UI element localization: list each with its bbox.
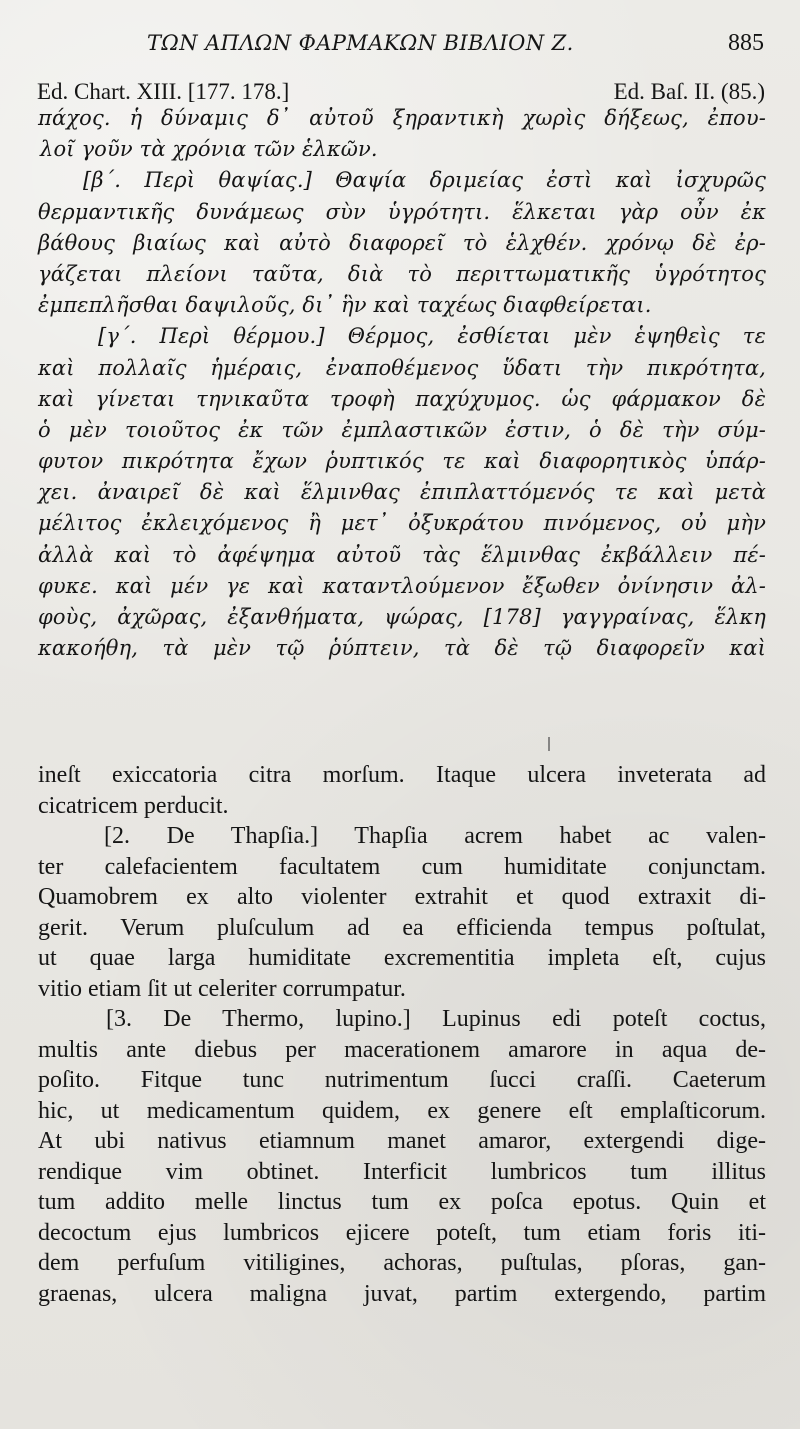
edition-reference-left: Ed. Chart. XIII. [177. 178.] bbox=[37, 79, 290, 104]
latin-text-line: multis ante diebus per macerationem amarore in aqua de- bbox=[38, 1036, 766, 1063]
latin-text-line: graenas, ulcera maligna juvat, partim extergendo, partim bbox=[38, 1280, 766, 1307]
greek-text-line: φοὺς, ἀχῶρας, ἐξανθήματα, ψώρας, [178] γαγγραίνας, ἕλκη bbox=[38, 605, 766, 629]
greek-text-line: πάχος. ἡ δύναμις δ᾽ αὐτοῦ ξηραντικὴ χωρὶς δήξεως, ἐπου- bbox=[38, 106, 766, 130]
latin-text-line: ineſt exiccatoria citra morſum. Itaque ulcera inveterata ad bbox=[38, 762, 766, 788]
column-divider-mark bbox=[548, 737, 550, 751]
greek-text-block bbox=[38, 103, 766, 664]
greek-text-line: θερμαντικῆς δυνάμεως σὺν ὑγρότητι. ἕλκεται γὰρ οὖν ἐκ bbox=[38, 199, 766, 224]
running-head-title: ΤΩΝ ΑΠΛΩΝ ΦΑΡΜΑΚΩΝ ΒΙΒΛΙΟΝ Ζ. bbox=[147, 31, 574, 55]
latin-text-line: Quamobrem ex alto violenter extrahit et quod extraxit di- bbox=[38, 884, 766, 910]
latin-text-line: At ubi nativus etiamnum manet amaror, extergendi dige- bbox=[38, 1128, 766, 1154]
greek-text-line: μέλιτος ἐκλειχόμενος ἢ μετ᾽ ὀξυκράτου πινόμενος, οὐ μὴν bbox=[38, 511, 766, 536]
latin-text-line: tum addito melle linctus tum ex poſca epotus. Quin et bbox=[38, 1189, 766, 1215]
greek-text-line: φυκε. καὶ μέν γε καὶ καταντλούμενον ἔξωθεν ὀνίνησιν ἀλ- bbox=[38, 573, 766, 598]
greek-text-line: καὶ πολλαῖς ἡμέραις, ἐναποθέμενος ὕδατι τὴν πικρότητα, bbox=[38, 355, 766, 380]
greek-text-line: κακοήθη, τὰ μὲν τῷ ῥύπτειν, τὰ δὲ τῷ διαφορεῖν καὶ bbox=[38, 636, 766, 661]
greek-text-line: [β´. Περὶ θαψίας.] Θαψία δριμείας ἐστὶ καὶ ἰσχυρῶς bbox=[83, 168, 766, 193]
page-number: 885 bbox=[728, 30, 764, 56]
greek-text-line: ὁ μὲν τοιοῦτος ἐκ τῶν ἐμπλαστικῶν ἐστιν, ὁ δὲ τὴν σύμ- bbox=[38, 417, 766, 442]
latin-text-line: cicatricem perducit. bbox=[38, 792, 229, 819]
edition-references bbox=[37, 79, 765, 105]
latin-text-line: vitio etiam ſit ut celeriter corrumpatur. bbox=[38, 975, 406, 1002]
latin-text-line: rendique vim obtinet. Interficit lumbricos tum illitus bbox=[38, 1158, 766, 1185]
latin-text-line: [3. De Thermo, lupino.] Lupinus edi poteſt coctus, bbox=[106, 1006, 766, 1032]
latin-text-line: decoctum ejus lumbricos ejicere poteſt, tum etiam foris iti- bbox=[38, 1219, 766, 1246]
greek-text-line: λοῖ γοῦν τὰ χρόνια τῶν ἑλκῶν. bbox=[40, 137, 378, 162]
latin-text-line: poſito. Fitque tunc nutrimentum ſucci craſſi. Caeterum bbox=[38, 1067, 766, 1093]
latin-text-line: ter calefacientem facultatem cum humiditate conjunctam. bbox=[38, 853, 766, 880]
greek-text-line: καὶ γίνεται τηνικαῦτα τροφὴ παχύχυμος. ὡς φάρμακον δὲ bbox=[38, 386, 766, 411]
greek-text-line: ἀλλὰ καὶ τὸ ἀφέψημα αὐτοῦ τὰς ἕλμινθας ἐκβάλλειν πέ- bbox=[38, 542, 766, 567]
latin-text-line: ut quae larga humiditate excrementitia impleta eſt, cujus bbox=[38, 945, 766, 971]
greek-text-line: γάζεται πλείονι ταῦτα, διὰ τὸ περιττωματικῆς ὑγρότητος bbox=[38, 261, 766, 286]
greek-text-line: χει. ἀναιρεῖ δὲ καὶ ἕλμινθας ἐπιπλαττόμενός τε καὶ μετὰ bbox=[38, 480, 766, 505]
edition-reference-right: Ed. Baſ. II. (85.) bbox=[613, 79, 765, 104]
latin-text-line: hic, ut medicamentum quidem, ex genere eſt emplaſticorum. bbox=[38, 1097, 766, 1124]
latin-text-line: [2. De Thapſia.] Thapſia acrem habet ac valen- bbox=[104, 823, 766, 849]
greek-text-line: ἐμπεπλῆσθαι δαψιλοῦς, δι᾽ ἣν καὶ ταχέως διαφθείρεται. bbox=[38, 293, 652, 318]
greek-text-line: βάθους βιαίως καὶ αὐτὸ διαφορεῖ τὸ ἑλχθέν. χρόνῳ δὲ ἐρ- bbox=[38, 230, 766, 255]
latin-text-block bbox=[38, 760, 766, 1309]
greek-text-line: [γ´. Περὶ θέρμου.] Θέρμος, ἐσθίεται μὲν ἑψηθεὶς τε bbox=[98, 324, 766, 349]
latin-text-line: dem perfuſum vitiligines, achoras, puſtulas, pſoras, gan- bbox=[38, 1250, 766, 1276]
latin-text-line: gerit. Verum pluſculum ad ea efficienda tempus poſtulat, bbox=[38, 914, 766, 941]
greek-text-line: φυτον πικρότητα ἔχων ῥυπτικός τε καὶ διαφορητικὸς ὑπάρ- bbox=[38, 449, 766, 474]
